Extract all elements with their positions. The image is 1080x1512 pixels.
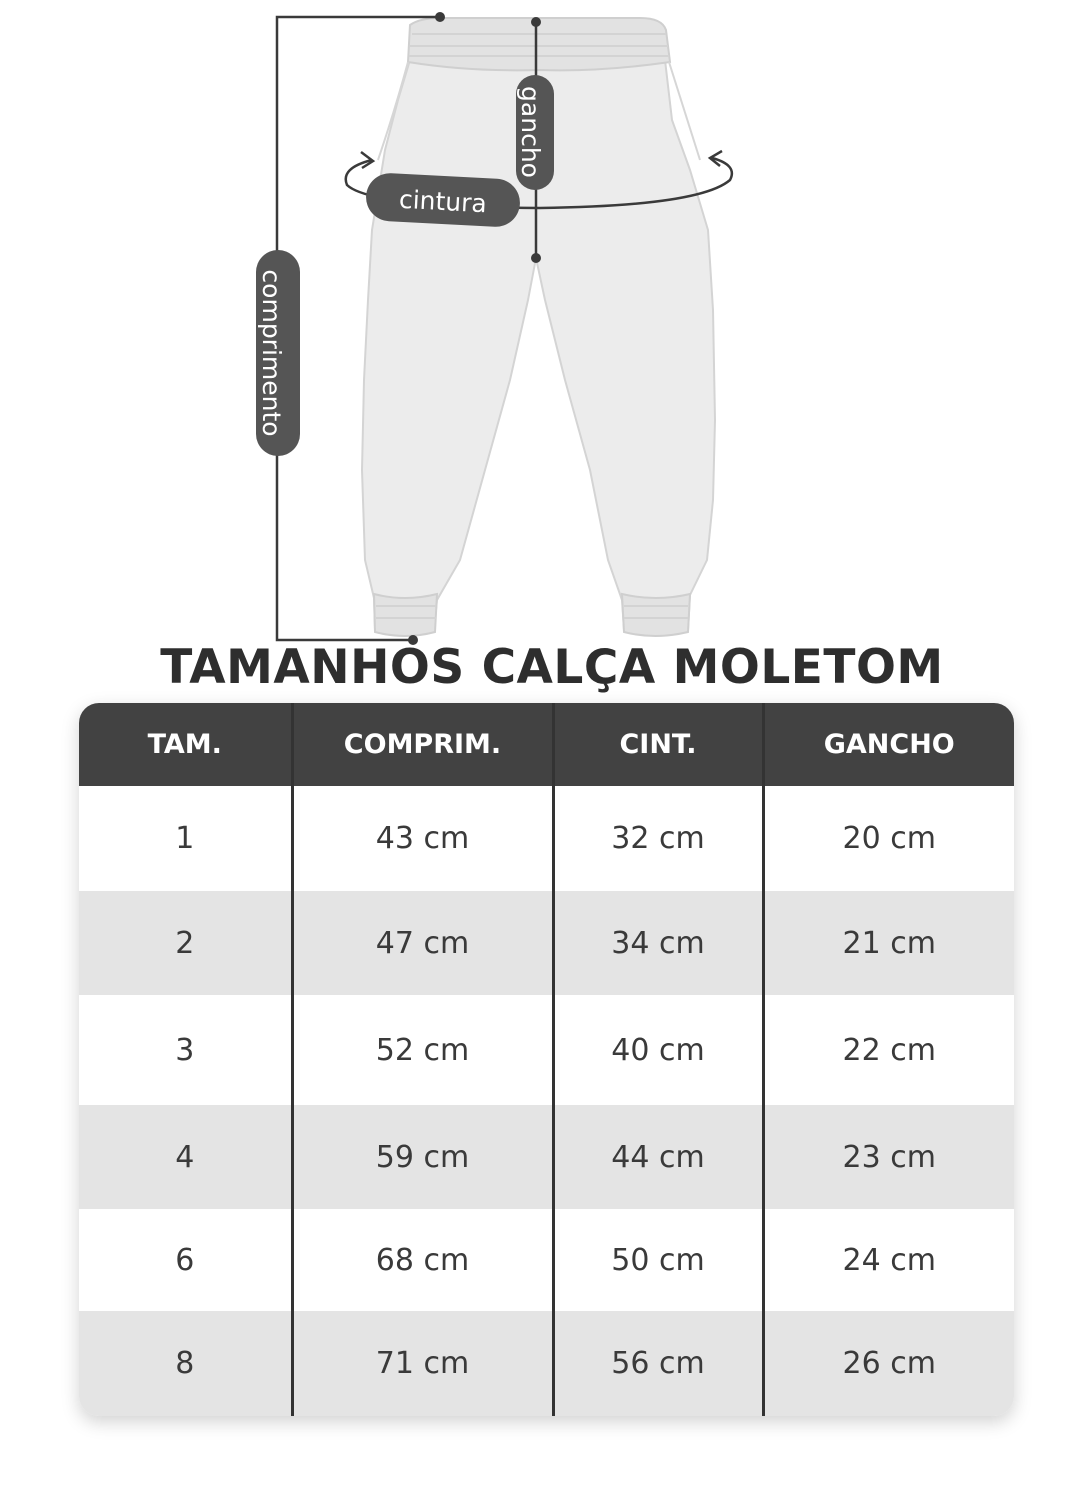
header-rise: GANCHO [763, 703, 1014, 786]
cell-size: 2 [79, 891, 292, 995]
page-title: TAMANHOS CALÇA MOLETOM [160, 640, 944, 695]
cell-length: 71 cm [292, 1311, 553, 1416]
cell-length: 52 cm [292, 995, 553, 1105]
cell-rise: 23 cm [763, 1105, 1014, 1209]
cell-length: 43 cm [292, 786, 553, 891]
table-header-row [79, 703, 1014, 786]
cell-waist: 32 cm [553, 786, 763, 891]
header-waist: CINT. [553, 703, 763, 786]
waist-arrow-left-icon [361, 152, 373, 168]
sweatpants-illustration [0, 0, 1080, 650]
cell-size: 4 [79, 1105, 292, 1209]
cell-rise: 20 cm [763, 786, 1014, 891]
table-row [79, 1105, 1014, 1209]
cell-size: 1 [175, 821, 195, 856]
rise-label-text: gancho [516, 86, 545, 178]
cell-rise: 22 cm [763, 995, 1014, 1105]
cell-length: 59 cm [292, 1105, 553, 1209]
cell-waist: 44 cm [553, 1105, 763, 1209]
cell-rise: 21 cm [763, 891, 1014, 995]
size-table [79, 703, 1014, 1416]
cell-waist: 34 cm [553, 891, 763, 995]
table-row [79, 1209, 1014, 1311]
rise-label [516, 75, 554, 190]
cell-rise: 24 cm [763, 1209, 1014, 1311]
header-length: COMPRIM. [292, 703, 553, 786]
table-row [79, 995, 1014, 1105]
table-row [79, 1311, 1014, 1416]
size-table-card [79, 703, 1014, 1416]
cell-waist: 56 cm [553, 1311, 763, 1416]
table-row [79, 891, 1014, 995]
cell-rise: 26 cm [763, 1311, 1014, 1416]
cell-size: 3 [175, 1032, 195, 1068]
length-label [256, 250, 300, 456]
cell-size: 8 [79, 1311, 292, 1416]
cell-length: 47 cm [292, 891, 553, 995]
cell-length: 68 cm [292, 1209, 553, 1311]
waist-label-text: cintura [398, 184, 488, 219]
header-size: TAM. [79, 703, 292, 786]
cell-size: 6 [175, 1242, 195, 1278]
waist-label [365, 172, 521, 228]
cell-waist: 50 cm [553, 1209, 763, 1311]
cell-waist: 40 cm [553, 995, 763, 1105]
length-label-text: comprimento [257, 269, 286, 437]
table-row [79, 786, 1014, 891]
